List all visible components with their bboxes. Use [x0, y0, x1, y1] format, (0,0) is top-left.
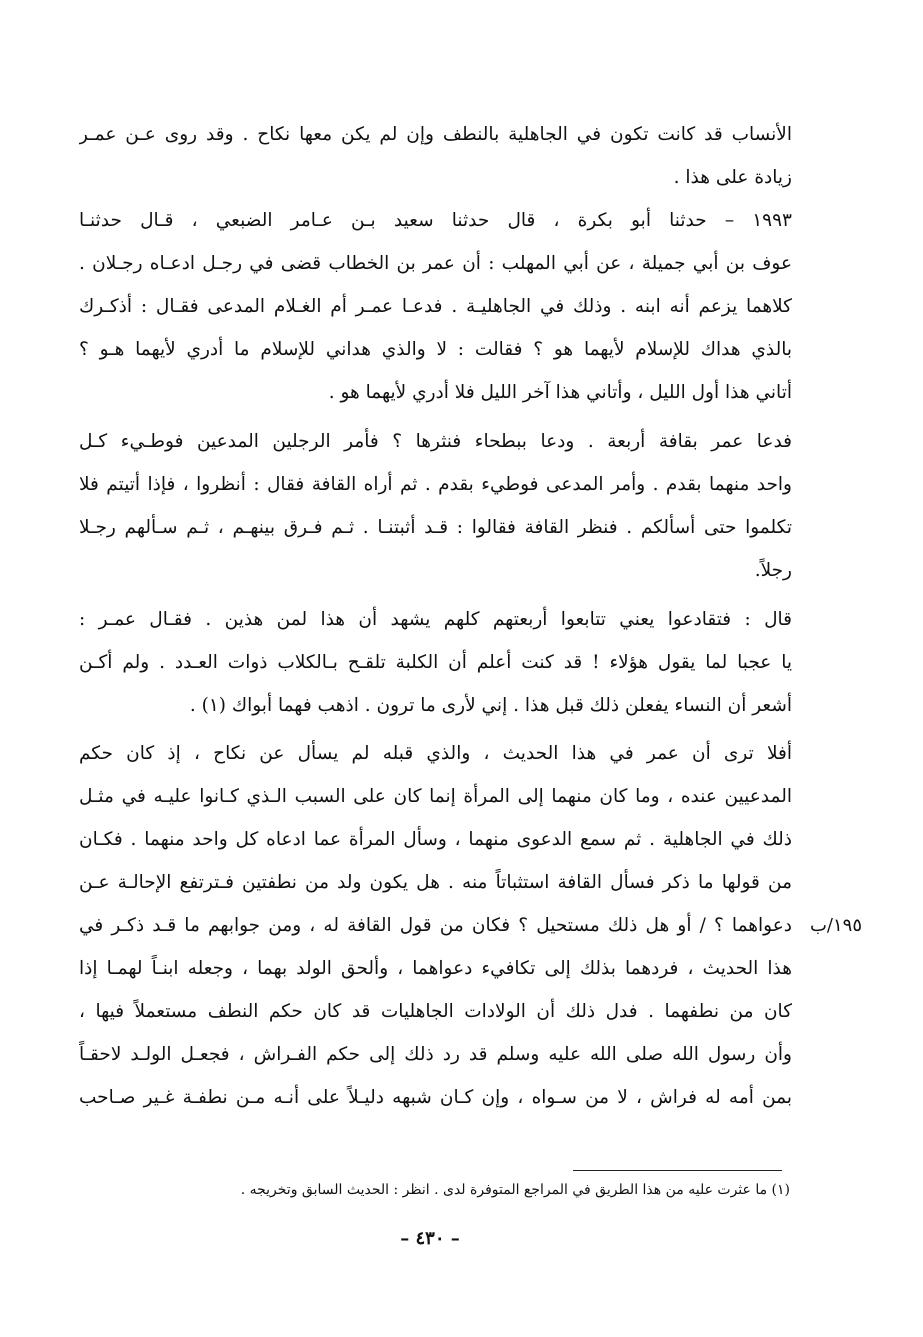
text-line: أفلا ترى أن عمر في هذا الحديث ، والذي قبله لم يسأل عن نكاح ، إذ كان حكم	[79, 743, 792, 764]
text-line: من قولها ما ذكر فسأل القافة استثباتاً منه . هل يكون ولد من نطفتين فـترتفع الإحالـة عـن	[79, 872, 792, 893]
text-line: أشعر أن النساء يفعلن ذلك قبل هذا . إني لأرى ما ترون . اذهب فهما أبواك (١) .	[189, 695, 792, 716]
text-line: المدعيين عنده ، وما كان منهما إلى المرأة إنما كان على السبب الـذي كـانوا عليـه في مثـل	[79, 786, 792, 807]
footnote-divider	[573, 1170, 782, 1171]
manuscript-folio-marker: ١٩٥/ب	[809, 915, 862, 936]
text-line: تكلموا حتى أسألكم . فنظر القافة فقالوا : قـد أثبتنـا . ثـم فـرق بينهـم ، ثـم سـألهم رجـلا	[79, 517, 792, 538]
text-line: واحد منهما بقدم . وأمر المدعى فوطيء بقدم . ثم أراه القافة فقال : أنظروا ، فإذا أتيتم فلا	[79, 474, 792, 495]
text-line: ذلك في الجاهلية . ثم سمع الدعوى منهما ، وسأل المرأة عما ادعاه كل واحد منهما . فكـان	[79, 829, 792, 850]
text-line: وأن رسول الله صلى الله عليه وسلم قد رد ذلك إلى حكم الفـراش ، فجعـل الولـد لاحقـاً	[79, 1044, 792, 1065]
text-line: فدعا عمر بقافة أربعة . ودعا ببطحاء فنثرها ؟ فأمر الرجلين المدعين فوطـيء كـل	[79, 431, 792, 452]
text-line: رجلاً.	[754, 560, 792, 581]
text-line: بمن أمه له فراش ، لا من سـواه ، وإن كـان شبهه دليـلاً على أنـه مـن نطفـة غـير صـاحب	[79, 1087, 792, 1108]
text-line: كان من نطفهما . فدل ذلك أن الولادات الجاهليات قد كان حكم النطف مستعملاً فيها ،	[79, 1001, 792, 1022]
text-line: زيادة على هذا .	[673, 167, 792, 188]
text-line: قال : فتقادعوا يعني تتابعوا أربعتهم كلهم يشهد أن هذا لمن هذين . فقـال عمـر :	[79, 609, 792, 630]
text-line: دعواهما ؟ / أو هل ذلك مستحيل ؟ فكان من قول القافة له ، ومن جوابهم ما قـد ذكـر في	[79, 915, 792, 936]
text-line: عوف بن أبي جميلة ، عن أبي المهلب : أن عمر بن الخطاب قضى في رجـل ادعـاه رجـلان .	[79, 253, 792, 274]
text-line: كلاهما يزعم أنه ابنه . وذلك في الجاهليـة . فدعـا عمـر أم الغـلام المدعى فقـال : أذكـرك	[79, 296, 792, 317]
text-line: يا عجبا لما يقول هؤلاء ! قد كنت أعلم أن الكلبة تلقـح بـالكلاب ذوات العـدد . ولم أكـن	[79, 652, 792, 673]
hadith-opening-line: ١٩٩٣ – حدثنا أبو بكرة ، قال حدثنا سعيد بـن عـامر الضبعي ، قـال حدثنـا	[79, 210, 792, 231]
text-line: هذا الحديث ، فردهما بذلك إلى تكافيء دعواهما ، وألحق الولد بهما ، وجعله ابنـاً لهمـا إذا	[79, 958, 792, 979]
text-line: الأنساب قد كانت تكون في الجاهلية بالنطف وإن لم يكن معها نكاح . وقد روى عـن عمـر	[79, 124, 792, 145]
footnote: (١) ما عثرت عليه من هذا الطريق في المراجع المتوفرة لدى . انظر : الحديث السابق وتخريجه .	[240, 1182, 790, 1198]
text-line: أتاني هذا أول الليل ، وأتاني هذا آخر الليل فلا أدري لأيهما هو .	[328, 382, 792, 403]
text-line: بالذي هداك للإسلام لأيهما هو ؟ فقالت : لا والذي هداني للإسلام ما أدري لأيهما هـو ؟	[79, 339, 792, 360]
page-number: – ٤٣٠ –	[400, 1228, 460, 1249]
